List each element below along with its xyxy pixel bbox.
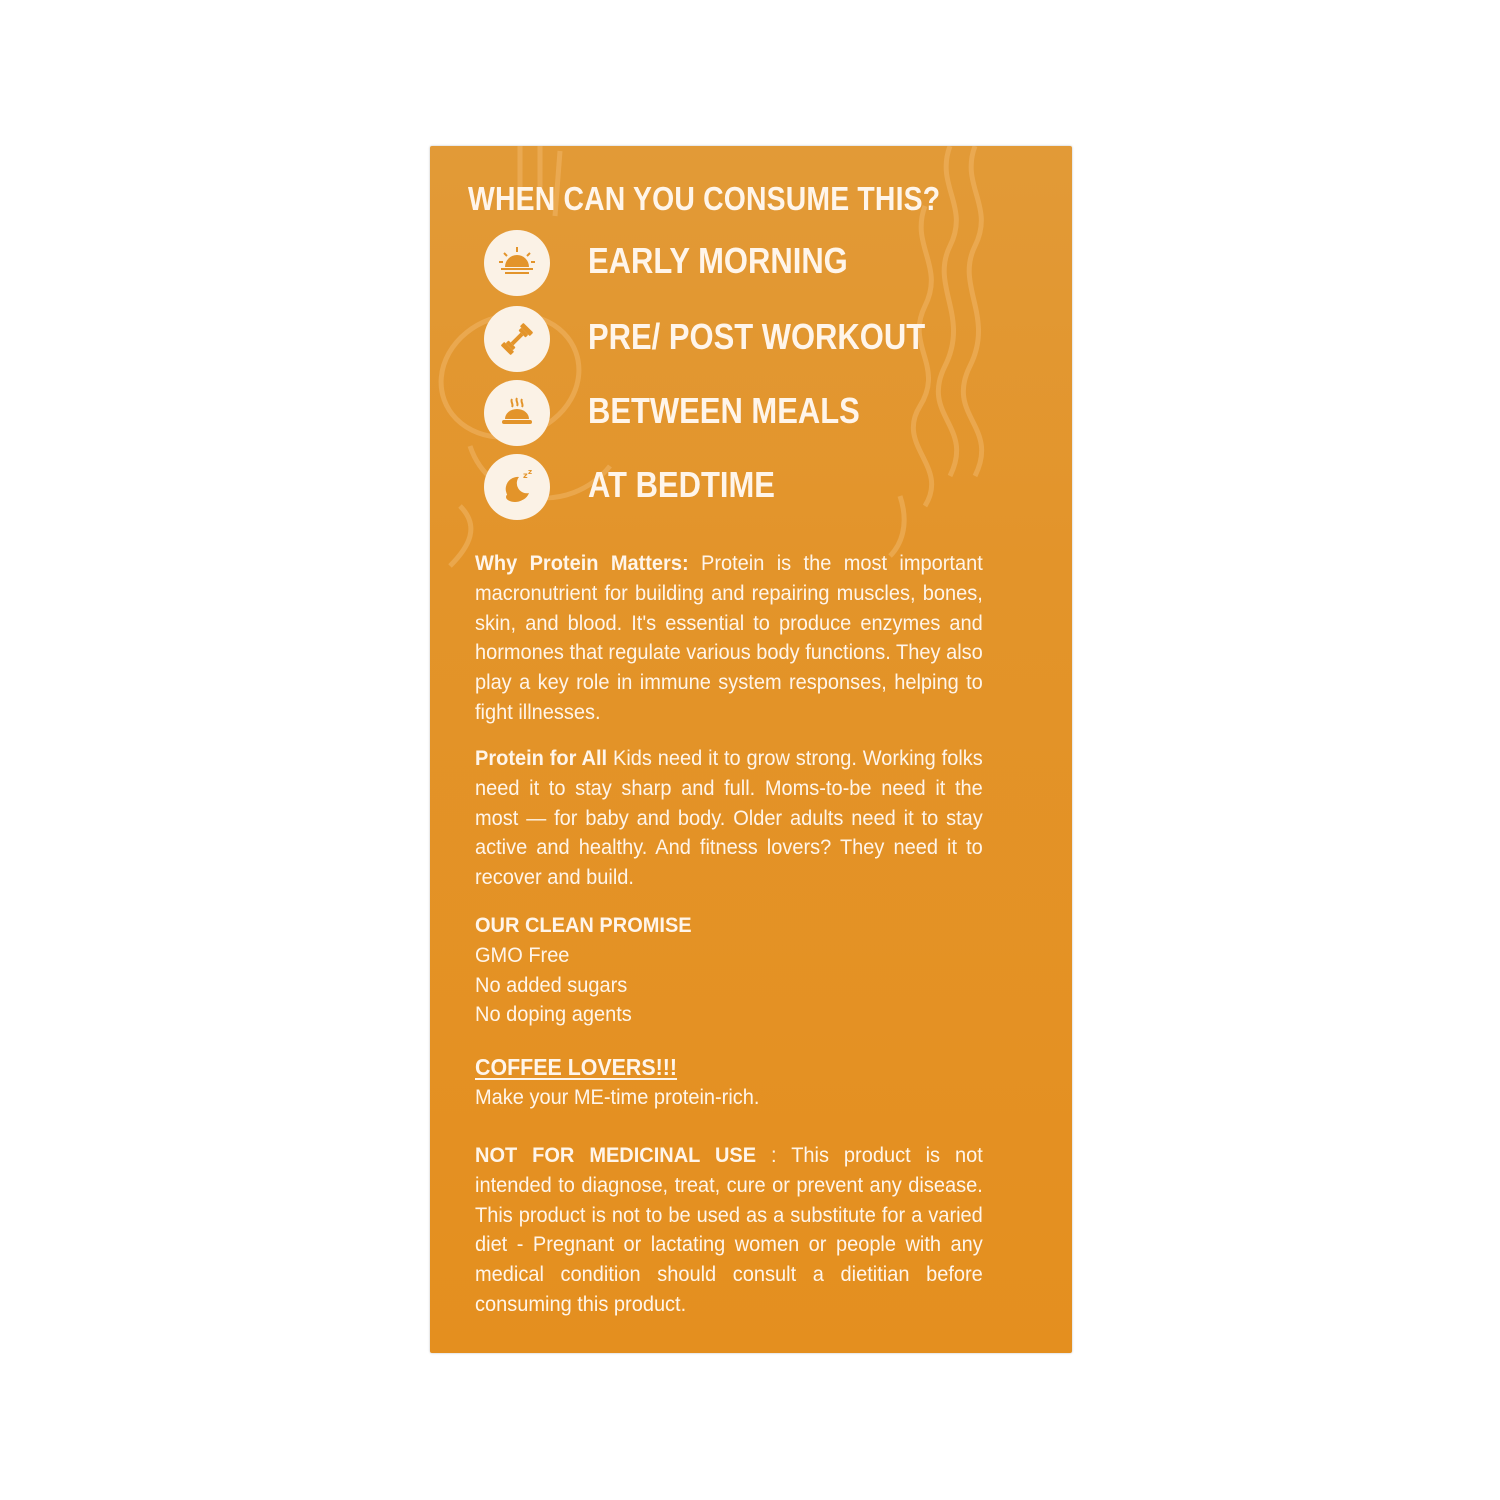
meal-icon	[484, 380, 550, 446]
disclaimer-title: NOT FOR MEDICINAL USE	[475, 1143, 757, 1167]
protein-for-all-title: Protein for All	[475, 746, 608, 770]
usage-label: AT BEDTIME	[588, 464, 775, 505]
why-protein-paragraph	[475, 549, 983, 728]
clean-promise-section	[475, 911, 983, 1030]
dumbbell-icon	[484, 306, 550, 372]
sunrise-icon	[484, 230, 550, 296]
usage-label: EARLY MORNING	[588, 240, 848, 281]
usage-item-between-meals	[484, 380, 1044, 446]
coffee-title: COFFEE LOVERS!!!	[475, 1054, 678, 1080]
clean-promise-title: OUR CLEAN PROMISE	[475, 913, 692, 937]
coffee-text: Make your ME-time protein-rich.	[475, 1084, 760, 1109]
svg-text:z: z	[523, 471, 528, 480]
clean-promise-item: No doping agents	[475, 1002, 632, 1027]
moon-sleep-icon	[484, 454, 550, 520]
usage-label: PRE/ POST WORKOUT	[588, 316, 926, 357]
coffee-section	[475, 1053, 983, 1113]
clean-promise-item: GMO Free	[475, 942, 570, 967]
usage-heading: WHEN CAN YOU CONSUME THIS?	[468, 180, 941, 217]
why-protein-title: Why Protein Matters:	[475, 551, 689, 575]
protein-for-all-text: Kids need it to grow strong. Working folks need it to stay sharp and full. Moms-to-be need it the most — for baby and body. Older adults need it to stay active and healthy. And fitness lovers? They need it to recover and build.	[475, 746, 983, 890]
protein-for-all-paragraph	[475, 744, 983, 893]
svg-text:z: z	[528, 468, 533, 476]
usage-label: BETWEEN MEALS	[588, 390, 860, 431]
usage-item-bedtime	[484, 454, 1044, 520]
usage-item-workout	[484, 306, 1044, 372]
usage-item-early-morning	[484, 230, 1044, 296]
product-box-back-panel	[430, 146, 1072, 1353]
disclaimer-text: : This product is not intended to diagnose, treat, cure or prevent any disease. This product is not to be used as a substitute for a varied diet - Pregnant or lactating women or people with any medical condition should consult a dietitian before consuming this product.	[475, 1143, 983, 1316]
disclaimer-paragraph	[475, 1141, 983, 1320]
why-protein-text: Protein is the most important macronutrient for building and repairing muscles, bones, skin, and blood. It's essential to produce enzymes and hormones that regulate various body functions. They also play a key role in immune system responses, helping to fight illnesses.	[475, 551, 983, 724]
clean-promise-item: No added sugars	[475, 972, 628, 997]
